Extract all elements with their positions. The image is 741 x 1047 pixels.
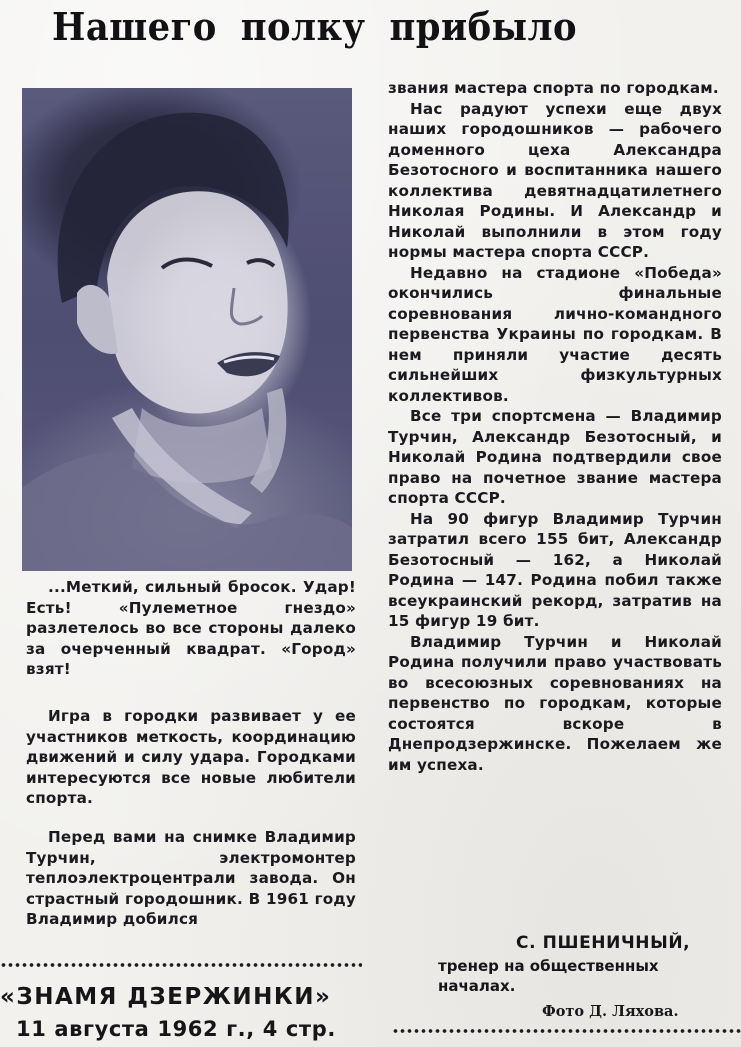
issue-date: 11 августа 1962 г., 4 стр. — [16, 1017, 336, 1041]
caption-text: ...Меткий, сильный бросок. Удар! Есть! «Пулеметное гнездо» разлетелось во все стороны далеко за очерченный квадрат. «Город» взят! — [26, 578, 356, 678]
photo-caption — [26, 577, 356, 680]
author-name: С. ПШЕНИЧНЫЙ, — [516, 933, 691, 953]
portrait-photo — [22, 88, 352, 571]
paragraph-text: Нас радуют успехи еще двух наших городошников — рабочего доменного цеха Александра Безотосного и воспитанника нашего коллектива девятнадцатилетнего Николая Родины. И Александр и Николай выполнили в этом году нормы мастера спорта СССР. — [388, 99, 722, 261]
left-paragraph-2 — [26, 827, 356, 930]
continuation-text: звания мастера спорта по городкам. — [388, 79, 719, 97]
right-column — [388, 78, 722, 775]
paragraph-text: Недавно на стадионе «Победа» окончились финальные соревнования лично-командного первенства Украины по городкам. В нем приняли участие десять сильнейших физкультурных коллективов. — [388, 263, 722, 405]
paragraph-text: Игра в городки развивает у ее участников меткость, координацию движений и силу удара. Городками интересуются все новые любители спорта. — [26, 707, 356, 807]
paragraph-text: Перед вами на снимке Владимир Турчин, электромонтер теплоэлектроцентрали завода. Он страстный городошник. В 1961 году Владимир добился — [26, 828, 356, 928]
newspaper-name: «ЗНАМЯ ДЗЕРЖИНКИ» — [0, 984, 332, 1010]
author-title-line-2: началах. — [438, 977, 516, 995]
author-title — [438, 956, 721, 996]
paragraph-text: На 90 фигур Владимир Турчин затратил всего 155 бит, Александр Безотосный — 162, а Николай Родина — 147. Родина побил также всеукраинский рекорд, затратив на 15 фигур 19 бит. — [388, 509, 722, 630]
left-paragraph-1 — [26, 706, 356, 809]
dotted-divider — [0, 962, 362, 968]
author-title-line-1: тренер на общественных — [438, 957, 659, 975]
paragraph-text: Все три спортсмена — Владимир Турчин, Александр Безотосный, и Николай Родина подтвердили свое право на почетное звание мастера спорта СССР. — [388, 407, 722, 507]
portrait-photo-icon — [22, 88, 352, 571]
dotted-divider — [392, 1028, 741, 1034]
photo-credit: Фото Д. Ляхова. — [542, 1003, 679, 1020]
paragraph-text: Владимир Турчин и Николай Родина получили право участвовать во всесоюзных соревнованиях на первенство по городкам, которые состоятся вскоре в Днепродзержинске. Пожелаем же им успеха. — [388, 632, 722, 774]
article-headline: Нашего полку прибыло — [52, 4, 577, 49]
